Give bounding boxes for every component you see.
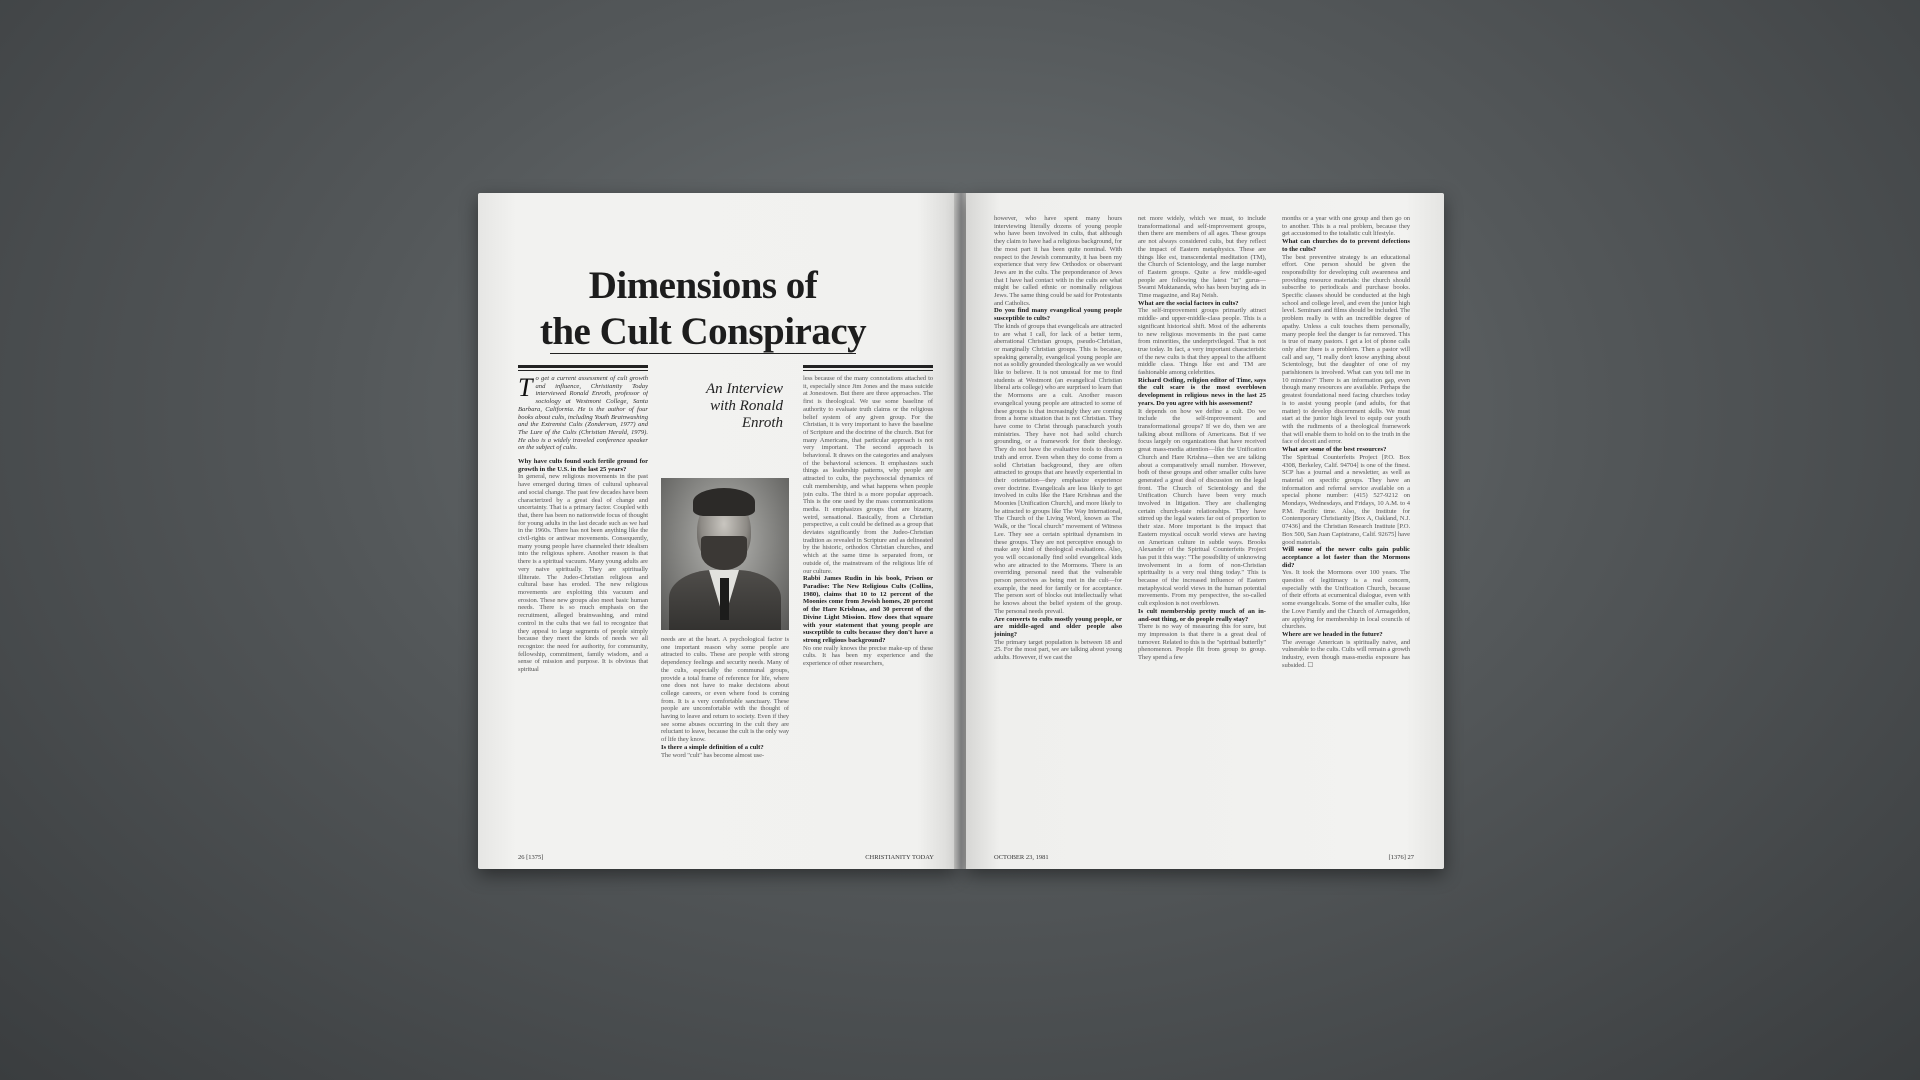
- left-folio-magazine: CHRISTIANITY TODAY: [865, 854, 934, 861]
- right-column-3: months or a year with one group and then go on to another. This is a real problem, because they get accustomed to the totalistic cult lifestyle. What can churches do to prevent defections to the cults? The best preventive strategy is an educational effort. One person should be given the responsibility for developing cult awareness and providing resource materials: the church should subscribe to periodicals and purchase books. Specific classes should be conducted at the high school and college level, and even the junior high level. Seminars and films should be included. The problem really is with an incredible degree of apathy. Unless a cult touches them personally, many people feel the danger is far removed. This is true of many pastors. I get a lot of phone calls only after there is a problem. Then a pastor will call and say, "I really don't know anything about Scientology, but the daughter of one of my parishioners is involved. What can you tell me in 10 minutes?" There is an information gap, even though many resources are available. Perhaps the greatest foundational need facing churches today is to assist young people (and adults, for that matter) to develop discernment skills. We must start at the junior high level to equip our youth with the rudiments of a theological framework that will enable them to hold on to the truth in the face of deceit and error. What are some of the best resources? The Spiritual Counterfeits Project [P.O. Box 4308, Berkeley, Calif. 94704] is one of the finest. SCP has a journal and a newsletter, as well as material on specific groups. They have an information and referral service available on a special phone number: (415) 527-9212 on Mondays, Wednesdays, and Fridays, 10 A.M. to 4 P.M. Pacific time. Also, the Institute for Contemporary Christianity [Box A, Oakland, N.J. 07436] and the Christian Research Institute [P.O. Box 500, San Juan Capistrano, Calif. 92675] have good materials. Will some of the newer cults gain public acceptance a lot faster than the Mormons did? Yes. It took the Mormons over 100 years. The question of legitimacy is a real concern, especially with the Unification Church, because of their efforts at ecumenical dialogue, even with some evangelicals. Some of the smaller cults, like the Love Family and the Church of Armageddon, are applying for membership in local councils of churches. Where are we headed in the future? The average American is spiritually naive, and vulnerable to the cults. Cults will remain a growth industry, even though mass-media exposure has subsided. ☐: [1282, 215, 1410, 669]
- intro-text: o get a current assessment of cult growth and influence, Christianity Today interviewed Ronald Enroth, professor of sociology at Westmont College, Santa Barbara, California. He is the author of four books about cults, including Youth Brainwashing and the Extremist Cults (Zondervan, 1977) and The Lure of the Cults (Christian Herald, 1979). He also is a widely traveled conference speaker on the subject of cults.: [518, 375, 648, 452]
- article-subtitle: An Interview with Ronald Enroth: [705, 381, 783, 431]
- left-column-1: [518, 375, 648, 839]
- magazine-spread: [478, 193, 1444, 869]
- article-title: [538, 263, 868, 355]
- question-2: Is there a simple definition of a cult?: [661, 743, 764, 751]
- left-column-3: less because of the many connotations attached to it, especially since Jim Jones and the mass suicide at Jonestown. But there are three approaches. The first is theological. We use some baseline of authority to evaluate truth claims or the religious belief system of any given group. For the Christian, it is very important to have the baseline of Scripture and the doctrine of the church. But for many Americans, that particular approach is not very important. The second approach is behavioral. It draws on the categories and analyses of the behavioral sciences. It emphasizes such things as leadership patterns, why people are attracted to cults, the psychosocial dynamics of cult membership, and what happens when people join cults. The third is a more popular approach. This is the one used by the mass communications media. It emphasizes groups that are bizarre, weird, sensational. Basically, from a Christian perspective, a cult could be defined as a group that deviates significantly from the Judeo-Christian tradition as revealed in Scripture and as delineated by the historic, orthodox Christian churches, and which at the same time is separated from, or outside of, the mainstream of the religious life of our culture. Rabbi James Rudin in his book, Prison or Paradise: The New Religious Cults (Collins, 1980), claims that 10 to 12 percent of the Moonies come from Jewish homes, 20 percent of the Hare Krishnas, and 30 percent of the Divine Light Mission. How does that square with your statement that young people are susceptible to cults because they don't have a strong religious background? No one really knows the precise make-up of these cults. It has been my experience and the experience of other researchers,: [803, 375, 933, 668]
- right-column-1: however, who have spent many hours interviewing literally dozens of young people who have been involved in cults, that although they claim to have had a religious background, for the most part it has been quite nominal. With respect to the Jewish community, it has been my experience that very few Orthodox or observant Jews are in the cults. The preponderance of Jews that I have had contact with in the cults are what might be called ethnic or nominally religious Jews. The same thing could be said for Protestants and Catholics. Do you find many evangelical young people susceptible to cults? The kinds of groups that evangelicals are attracted to are what I call, for lack of a better term, aberrational Christian groups, pseudo-Christian, or marginally Christian groups. This is because, speaking generally, evangelical young people are not as solidly grounded theologically as we would like to believe. It is not unusual for me to find students at Westmont (an evangelical Christian liberal arts college) who are surprised to learn that the Mormons are a cult. Another reason evangelical young people are attracted to some of these groups is that increasingly they are coming from a home situation that is not Christian. They have come to Christ through parachurch youth ministries. They have not had solid church grounding, or a framework for their theology. They do not have the evaluative tools to discern truth and error. Even when they do come from a solid Christian background, they are often attracted to groups that are heavily experiential in their orientation—they emphasize experience over doctrine. Evangelicals are less likely to get involved in cults like the Hare Krishnas and the Moonies [Unification Church], and more likely to be attracted to groups like The Way International, The Church of the Living Word, known as The Walk, or the "local church" movement of Witness Lee. They see a certain spiritual dynamism in these groups. They are not perceptive enough to make any kind of theological evaluations. Also, you will occasionally find solid evangelical kids who are attracted to the Mormons. There is an overriding personal need that the vulnerable person perceives as being met in the cult—for example, the need for family or for acceptance. The person sort of blocks out intellectually what he knows about the belief system of the group. The personal needs prevail. Are converts to cults mostly young people, or are middle-aged and older people also joining? The primary target population is between 18 and 25. For the most part, we are talking about young adults. However, if we cast the: [994, 215, 1122, 662]
- right-column-2: net more widely, which we must, to include transformational and self-improvement groups, then there are members of all ages. These groups are not always considered cults, but they reflect the impact of Eastern metaphysics. These are things like est, transcendental meditation (TM), the Church of Scientology, and the large number of Eastern groups. Quite a few middle-aged people are following the latest "in" gurus—Swami Muktananda, who has been buying ads in Time magazine, and Raj Neish. What are the social factors in cults? The self-improvement groups primarily attract middle- and upper-middle-class people. This is a significant historical shift. Most of the adherents to new religious movements in the past came from minorities, the underprivileged. That is not true today. In fact, a very important characteristic of the new cults is that they appeal to the affluent middle class. Things like est and TM are fashionable among celebrities. Richard Ostling, religion editor of Time, says the cult scare is the most overblown development in religious news in the last 25 years. Do you agree with his assessment? It depends on how we define a cult. Do we include the self-improvement and transformational groups? If we do, then we are talking about millions of Americans. But if we focus largely on organizations that have received great mass-media attention—like the Unification Church and Hare Krishna—then we are talking about a comparatively small number. However, both of these groups and other smaller cults have generated a great deal of discussion on the legal front. The Church of Scientology and the Unification Church have been very much involved in litigation. They are challenging certain church-state relationships. They have stirred up the legal waters far out of proportion to their size. More important is the impact that Eastern mystical occult world views are having on American culture in subtle ways. Brooks Alexander of the Spiritual Counterfeits Project has put it this way: "The possibility of unknowing involvement in a form of non-Christian spirituality is a very real thing today." This is because of the increased influence of Eastern metaphysical world views in the human potential movements. From my perspective, the so-called cult explosion is not overblown. Is cult membership pretty much of an in-and-out thing, or do people really stay? There is no way of measuring this for sure, but my impression is that there is a great deal of turnover. Related to this is the "spiritual butterfly" phenomenon. People flit from group to group. They spend a few: [1138, 215, 1266, 662]
- question-10: What are some of the best resources?: [1282, 446, 1387, 454]
- author-photo: [661, 478, 789, 630]
- question-7: Richard Ostling, religion editor of Time, says the cult scare is the most overblown development in religious news in the last 25 years. Do you agree with his assessment?: [1138, 376, 1266, 407]
- left-folio-page: 26 [1375]: [518, 854, 544, 861]
- left-column-2: needs are at the heart. A psychological factor is one important reason why some people are attracted to cults. These are people with strong dependency feelings and security needs. Many of the cults, especially the communal groups, provide a total frame of reference for life, where one does not have to make decisions about college careers, or even where food is coming from. It is a very comfortable sanctuary. These people are uncomfortable with the thought of having to leave and return to society. Even if they see some abuses occurring in the cult they are reluctant to leave, because the cult is the only way of life they know. Is there a simple definition of a cult? The word "cult" has become almost use-: [661, 636, 789, 759]
- question-3: Rabbi James Rudin in his book, Prison or Paradise: The New Religious Cults (Collins, 1980), claims that 10 to 12 percent of the Moonies come from Jewish homes, 20 percent of the Hare Krishnas, and 30 percent of the Divine Light Mission. How does that square with your statement that young people are susceptible to cults because they don't have a strong religious background?: [803, 575, 933, 644]
- column-rule: [518, 365, 648, 368]
- title-line-1: Dimensions of: [588, 264, 818, 307]
- question-6: What are the social factors in cults?: [1138, 299, 1239, 307]
- question-4: Do you find many evangelical young people susceptible to cults?: [994, 307, 1122, 323]
- question-5: Are converts to cults mostly young people, or are middle-aged and older people also joining?: [994, 615, 1122, 638]
- question-9: What can churches do to prevent defections to the cults?: [1282, 238, 1410, 253]
- drop-cap: T: [518, 375, 533, 402]
- column-rule: [803, 365, 933, 368]
- question-12: Where are we headed in the future?: [1282, 630, 1383, 638]
- title-rule: [550, 353, 856, 354]
- body-text: In general, new religious movements in the past have emerged during times of cultural upheaval and social change. The past few decades have been characterized by a great deal of change and uncertainty. That is a primary factor. Coupled with that, there has been no nationwide focus of thought for young adults in the last decade such as we had in the 1960s. There has not been anything like the civil-rights or antiwar movements. Consequently, many young people have channeled their idealism into the religious sphere. Another reason is that there is a spiritual vacuum. Many young adults are very naive spiritually. They are spiritually illiterate. The Judeo-Christian religious and cultural base has eroded. The new religious movements are exploiting this vacuum and erosion. These new groups also meet basic human needs. There is so much emphasis on the recruitment, alleged brainwashing, and mind control in the cults that we fail to recognize that they appeal to large segments of people simply because they meet the kinds of needs we all recognize: the need for authority, for community, fellowship, commitment, family wisdom, and a sense of mission and purpose. It is obvious that spiritual: [518, 473, 648, 674]
- question-1: Why have cults found such fertile ground for growth in the U.S. in the last 25 years?: [518, 458, 648, 473]
- question-11: Will some of the newer cults gain public acceptance a lot faster than the Mormons did?: [1282, 546, 1410, 569]
- left-page: [478, 193, 956, 869]
- right-folio-page: [1376] 27: [1388, 854, 1414, 861]
- right-page: [966, 193, 1444, 869]
- right-folio-date: OCTOBER 23, 1981: [994, 854, 1049, 861]
- question-8: Is cult membership pretty much of an in-and-out thing, or do people really stay?: [1138, 607, 1266, 623]
- title-line-2: the Cult Conspiracy: [539, 310, 867, 353]
